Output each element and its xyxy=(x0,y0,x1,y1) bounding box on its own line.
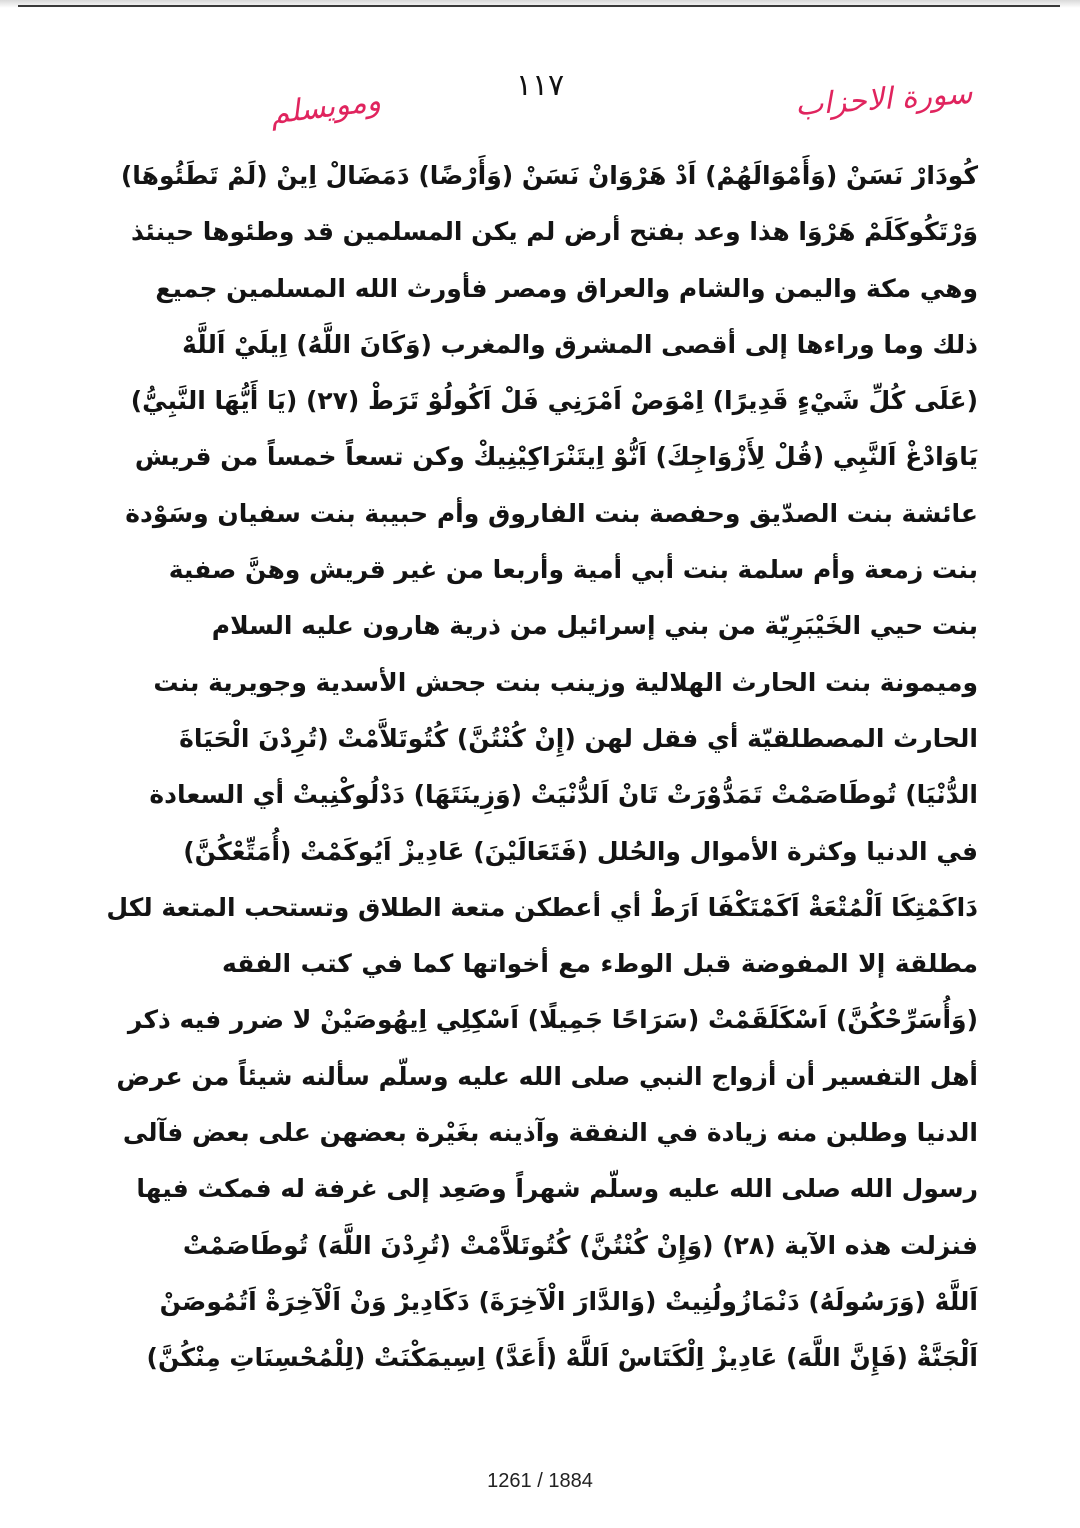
text-line: في الدنيا وكثرة الأموال والحُلل (فَتَعَالَيْنَ) عَادِيزْ اَيُوكَمْتْ (أُمَتِّعْكُنَّ) xyxy=(183,836,978,866)
text-line: فنزلت هذه الآية (٢٨) (وَإِنْ كُنْتُنَّ) كُتُوتَلاَّمْتْ (تُرِدْنَ اللَّهَ) تُوطَاصَمْتْ xyxy=(182,1230,978,1260)
text-line: ذلك وما وراءها إلى أقصى المشرق والمغرب (وَكَانَ اللَّهُ) اِيلَيْ اَللَّهْ xyxy=(182,329,978,359)
text-line: وَرْتَكُوكَلَمْ هَرْوَا هذا وعد بفتح أرض لم يكن المسلمين قد وطئوها حينئذ xyxy=(130,217,978,247)
text-line: كُودَارْ نَسَنْ (وَأَمْوَالَهُمْ) اَدْ هَرْوَانْ نَسَنْ (وَأَرْضًا) دَمَضَالْ اِينْ (لَمْ تَطَئُوهَا) xyxy=(120,161,978,190)
text-line: الحارث المصطلقيّة أي فقل لهن (إِنْ كُنْتُنَّ) كُتُوتَلاَّمْتْ (تُرِدْنَ الْحَيَاةَ xyxy=(179,723,978,753)
text-line: وميمونة بنت الحارث الهلالية وزينب بنت جحش الأسدية وجويرية بنت xyxy=(153,667,978,697)
text-line: (وَأُسَرِّحْكُنَّ) اَسْكَلَقَمْتْ (سَرَاحًا جَمِيلًا) اَسْكِلِي اِيهُوصَيْنْ لا ضرر فيه ذكر xyxy=(127,1005,978,1035)
text-line: عائشة بنت الصدّيق وحفصة بنت الفاروق وأم حبيبة بنت سفيان وسَوْدة xyxy=(125,498,978,528)
text-line: رسول الله صلى الله عليه وسلّم شهراً وصَعِد إلى غرفة له فمكث فيها xyxy=(136,1174,978,1204)
text-line: اَلْجَنَّةْ (فَإِنَّ اللَّهَ) عَادِيزْ اِلْكَتَاسْ اَللَّهْ (أَعَدَّ) اِسِيمَكْنَتْ (لِلْمُحْسِنَاتِ مِنْكُنَّ) xyxy=(146,1343,978,1373)
text-line: (عَلَى كُلِّ شَيْءٍ قَدِيرًا) اِمْوَصْ اَمْرَنِي فَلْ اَكُولُوْ تَرَطْ (٢٧) (يَا أَيُّهَا النَّبِيُّ) xyxy=(130,386,978,416)
scan-border-line xyxy=(18,5,1060,7)
text-line: وهي مكة واليمن والشام والعراق ومصر فأورث الله المسلمين جميع xyxy=(155,273,978,303)
text-line: الدُّنْيَا) تُوطَاصَمْتْ تَمَدُّوْرَتْ تَانْ اَلدُّنْيَتْ (وَزِينَتَهَا) دَدْلُوكْنِيتْ أي السعادة xyxy=(149,780,978,810)
text-line: اَللَّهْ (وَرَسُولَهُ) دَنْمَازُولُنِيتْ (وَالدَّارَ الْآخِرَةَ) دَكَادِيرْ وَنْ اَلْآخِرَةْ اَتُمُوصَنْ xyxy=(159,1286,978,1316)
text-line: مطلقة إلا المفوضة قبل الوطء مع أخواتها كما في كتب الفقه xyxy=(222,949,978,979)
text-line: أهل التفسير أن أزواج النبي صلى الله عليه وسلّم سألنه شيئاً من عرض xyxy=(116,1061,978,1091)
document-body xyxy=(106,148,978,1387)
text-line: يَاوَادْغْ اَلنَّبِي (قُلْ لِأَزْوَاجِكَ) اَنُّوْ اِيتَنْرَاكِيْنِيكْ وكن تسعاً خمساً من قريش xyxy=(134,442,978,472)
text-line: الدنيا وطلبن منه زيادة في النفقة وآذينه بغَيْرة بعضهن على بعض فآلى xyxy=(122,1118,978,1148)
text-line: بنت زمعة وأم سلمة بنت أبي أمية وأربعا من غير قريش وهنَّ صفية xyxy=(168,555,978,585)
handwritten-author-note: ومويسلم xyxy=(268,83,383,132)
page-number: ١١٧ xyxy=(515,68,565,103)
text-line: دَاكَمْتِكَا اَلْمُتْعَةْ اَكَمْتَكْفَا اَرَطْ أي أعطكن متعة الطلاق وتستحب المتعة لكل xyxy=(106,892,978,922)
handwritten-surah-note: سورة الاحزاب xyxy=(793,75,974,124)
text-line: بنت حيي الخَيْبَرِيّة من بني إسرائيل من ذرية هارون عليه السلام xyxy=(211,611,978,641)
page-counter: 1261 / 1884 xyxy=(487,1470,593,1492)
